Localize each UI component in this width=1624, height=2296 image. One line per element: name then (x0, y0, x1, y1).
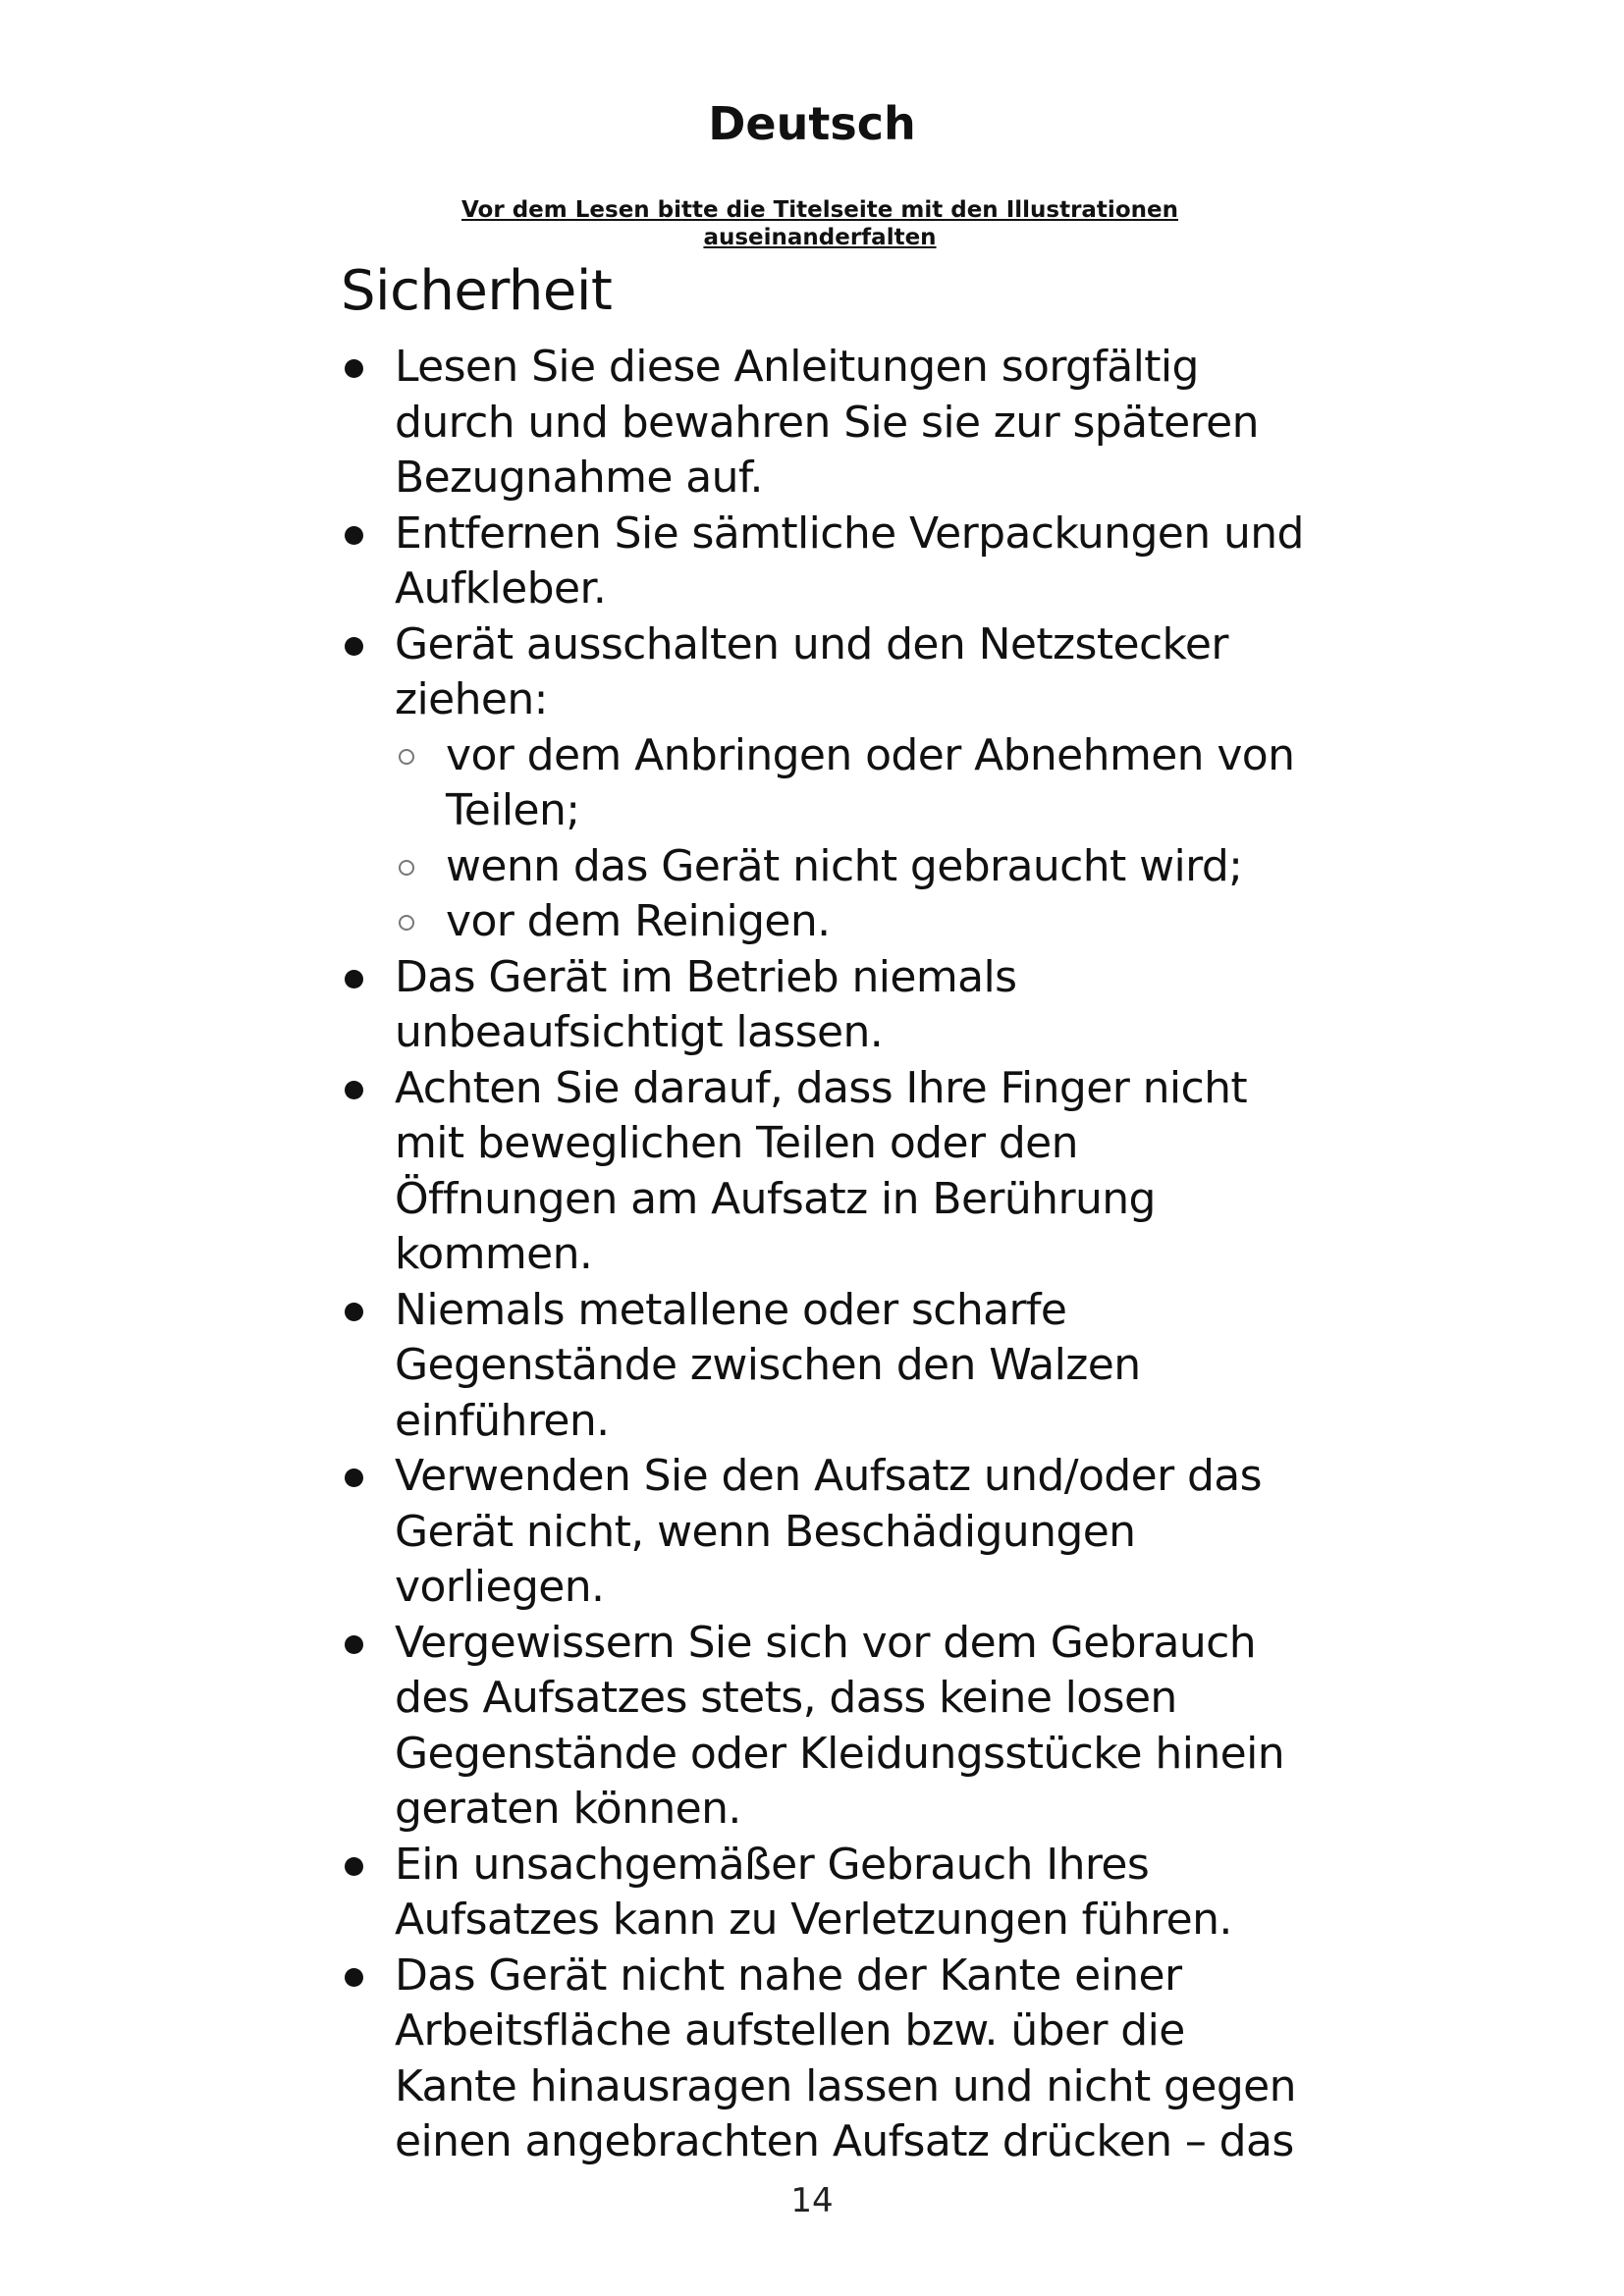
hollow-bullet-icon (399, 749, 414, 765)
list-item (341, 1838, 1313, 1949)
list-item-text: Entfernen Sie sämtliche Verpackungen und Aufkleber. (395, 507, 1304, 614)
hollow-bullet-icon (399, 915, 414, 931)
bullet-icon (345, 1857, 363, 1876)
list-item-text: Verwenden Sie den Aufsatz und/oder das Gerät nicht, wenn Beschädigungen vorliegen. (395, 1451, 1262, 1612)
sub-list-item (395, 728, 1313, 839)
list-item (341, 1449, 1313, 1616)
sub-list-item-text: vor dem Reinigen. (446, 896, 831, 946)
hollow-bullet-icon (399, 860, 414, 876)
list-item (341, 1283, 1313, 1450)
list-item (341, 1061, 1313, 1283)
bullet-icon (345, 526, 363, 545)
bullet-icon (345, 970, 363, 988)
bullet-icon (345, 1968, 363, 1987)
bullet-icon (345, 359, 363, 378)
list-item-text: Niemals metallene oder scharfe Gegenstände zwischen den Walzen einführen. (395, 1284, 1141, 1446)
list-item (341, 507, 1313, 617)
bullet-icon (345, 1303, 363, 1321)
list-item (341, 1616, 1313, 1838)
language-title: Deutsch (708, 97, 916, 150)
bullet-icon (345, 637, 363, 656)
list-item-text: Das Gerät im Betrieb niemals unbeaufsichtigt lassen. (395, 951, 1017, 1057)
page-number: 14 (790, 2181, 834, 2220)
safety-content (341, 340, 1313, 2170)
bullet-icon (345, 1468, 363, 1487)
list-item-text: Das Gerät nicht nahe der Kante einer Arbeitsfläche aufstellen bzw. über die Kante hinausragen lassen und nicht gegen einen angebrachten Aufsatz drücken – das (395, 1949, 1296, 2166)
list-item-text: Lesen Sie diese Anleitungen sorgfältig durch und bewahren Sie sie zur späteren Bezugnahme auf. (395, 342, 1259, 503)
list-item-text: Ein unsachgemäßer Gebrauch Ihres Aufsatzes kann zu Verletzungen führen. (395, 1839, 1232, 1945)
sub-list-item-text: vor dem Anbringen oder Abnehmen von Teilen; (446, 729, 1295, 835)
unfold-notice: Vor dem Lesen bitte die Titelseite mit den Illustrationen auseinanderfalten (461, 197, 1178, 250)
sub-list (395, 728, 1313, 950)
bullet-icon (345, 1635, 363, 1654)
sub-list-item-text: wenn das Gerät nicht gebraucht wird; (446, 840, 1243, 891)
sub-list-item (395, 894, 1313, 950)
list-item (341, 617, 1313, 950)
section-heading: Sicherheit (341, 259, 613, 323)
list-item-text: Gerät ausschalten und den Netzstecker ziehen: (395, 618, 1228, 724)
list-item (341, 340, 1313, 507)
list-item-text: Achten Sie darauf, dass Ihre Finger nicht mit beweglichen Teilen oder den Öffnungen am Aufsatz in Berührung kommen. (395, 1062, 1248, 1279)
bullet-icon (345, 1081, 363, 1099)
list-item (341, 950, 1313, 1061)
sub-list-item (395, 839, 1313, 895)
safety-list (341, 340, 1313, 2170)
list-item (341, 1949, 1313, 2170)
list-item-text: Vergewissern Sie sich vor dem Gebrauch des Aufsatzes stets, dass keine losen Gegenstände oder Kleidungsstücke hinein geraten können. (395, 1617, 1284, 1834)
